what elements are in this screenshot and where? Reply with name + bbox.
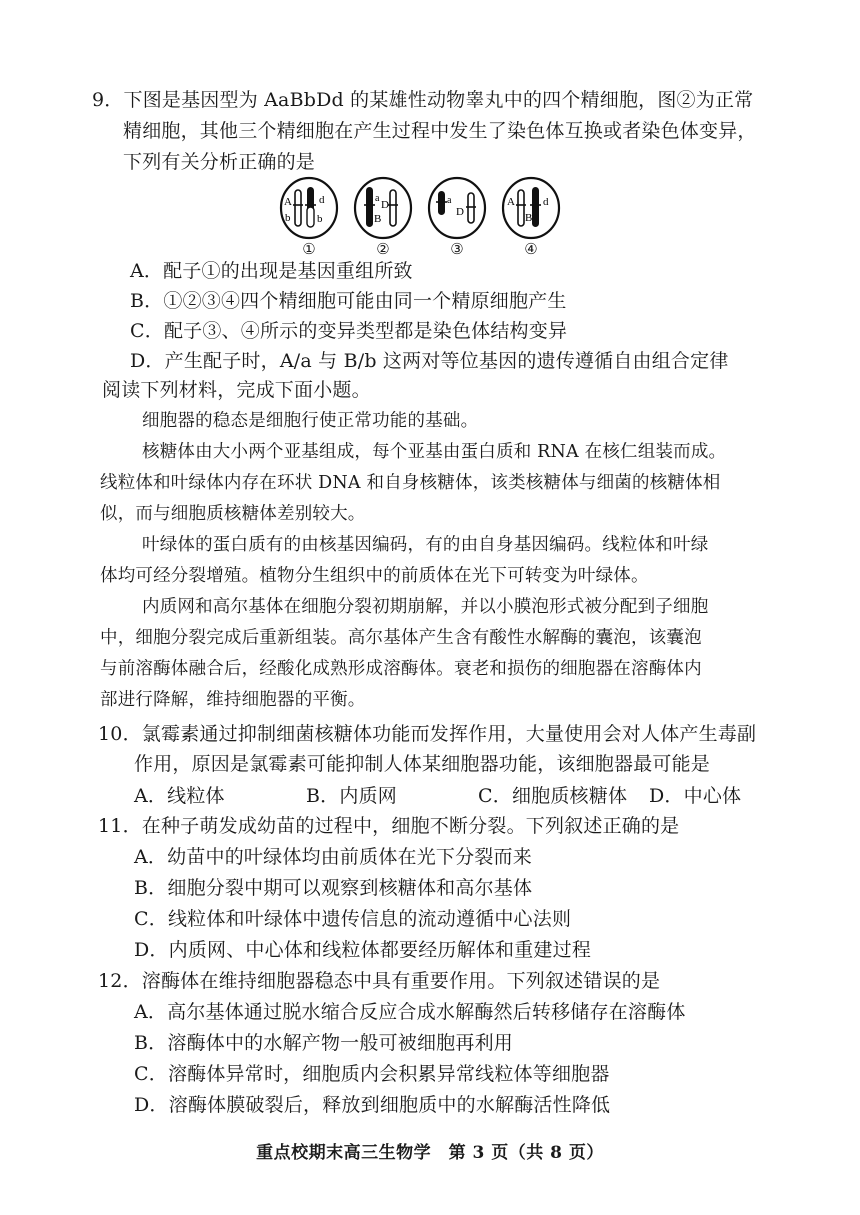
sperm-cell-4: [498, 175, 564, 258]
q10-stem-line1: 10．氯霉素通过抑制细菌核糖体功能而发挥作用，大量使用会对人体产生毒副: [98, 723, 757, 745]
cell4-gene-A: A: [507, 196, 515, 208]
q10-option-b: B．内质网: [306, 785, 397, 807]
material-line-6: 体均可经分裂增殖。植物分生组织中的前质体在光下可转变为叶绿体。: [100, 566, 649, 586]
cell4-gene-d: d: [543, 196, 549, 208]
material-line-4: 似，而与细胞质核糖体差别较大。: [100, 504, 366, 524]
q10-option-c: C．细胞质核糖体: [478, 785, 628, 807]
q9-stem-line2: 精细胞，其他三个精细胞在产生过程中发生了染色体互换或者染色体变异，: [123, 120, 757, 142]
material-line-10: 部进行降解，维持细胞器的平衡。: [100, 690, 366, 710]
sperm-cell-3-diagram: [424, 175, 490, 241]
cell3-gene-D: D: [456, 206, 464, 218]
sperm-cell-3: [424, 175, 490, 258]
q12-option-d: D．溶酶体膜破裂后，释放到细胞质中的水解酶活性降低: [134, 1094, 611, 1116]
cell4-gene-B: B: [525, 212, 533, 224]
q12-option-c: C．溶酶体异常时，细胞质内会积累异常线粒体等细胞器: [134, 1063, 610, 1085]
page-footer: 重点校期末高三生物学 第 3 页（共 8 页）: [256, 1143, 604, 1163]
cell1-gene-A: A: [284, 196, 292, 208]
q11-option-a: A．幼苗中的叶绿体均由前质体在光下分裂而来: [134, 846, 532, 868]
q9-option-a: A．配子①的出现是基因重组所致: [130, 260, 413, 282]
q12-stem: 12．溶酶体在维持细胞器稳态中具有重要作用。下列叙述错误的是: [98, 970, 661, 992]
q12-option-a: A．高尔基体通过脱水缩合反应合成水解酶然后转移储存在溶酶体: [134, 1001, 686, 1023]
cell2-gene-B: B: [374, 213, 382, 225]
cell2-gene-D: D: [381, 199, 389, 211]
q11-option-d: D．内质网、中心体和线粒体都要经历解体和重建过程: [134, 939, 592, 961]
cell-label-4: ④: [524, 240, 538, 258]
cell1-gene-d: d: [319, 194, 325, 206]
material-line-8: 中，细胞分裂完成后重新组装。高尔基体产生含有酸性水解酶的囊泡，该囊泡: [100, 628, 702, 648]
sperm-cells-figure: [276, 175, 566, 261]
q9-option-b: B．①②③④四个精细胞可能由同一个精原细胞产生: [130, 290, 567, 312]
cell1-gene-b-right: b: [317, 213, 323, 225]
q9-option-d: D．产生配子时，A/a 与 B/b 这两对等位基因的遗传遵循自由组合定律: [130, 350, 729, 372]
sperm-cell-2: [350, 175, 416, 258]
material-line-2: 核糖体由大小两个亚基组成，每个亚基由蛋白质和 RNA 在核仁组装而成。: [142, 442, 727, 462]
cell3-gene-a: a: [447, 195, 452, 206]
sperm-cell-1: [276, 175, 342, 258]
q9-stem-line1: 9．下图是基因型为 AaBbDd 的某雄性动物睾丸中的四个精细胞，图②为正常: [92, 89, 754, 111]
sperm-cell-4-diagram: [498, 175, 564, 241]
q10-stem-line2: 作用，原因是氯霉素可能抑制人体某细胞器功能，该细胞器最可能是: [134, 753, 711, 775]
cell2-gene-a: a: [375, 193, 380, 204]
q11-stem: 11．在种子萌发成幼苗的过程中，细胞不断分裂。下列叙述正确的是: [98, 815, 680, 837]
material-line-9: 与前溶酶体融合后，经酸化成熟形成溶酶体。衰老和损伤的细胞器在溶酶体内: [100, 659, 702, 679]
q10-option-d: D．中心体: [649, 785, 742, 807]
q10-option-a: A．线粒体: [134, 785, 225, 807]
q9-option-c: C．配子③、④所示的变异类型都是染色体结构变异: [130, 320, 568, 342]
cell-label-3: ③: [450, 240, 464, 258]
material-line-1: 细胞器的稳态是细胞行使正常功能的基础。: [142, 411, 479, 431]
material-line-3: 线粒体和叶绿体内存在环状 DNA 和自身核糖体，该类核糖体与细菌的核糖体相: [100, 473, 721, 493]
sperm-cell-1-diagram: [276, 175, 342, 241]
material-line-7: 内质网和高尔基体在细胞分裂初期崩解，并以小膜泡形式被分配到子细胞: [142, 597, 709, 617]
q11-option-b: B．细胞分裂中期可以观察到核糖体和高尔基体: [134, 877, 533, 899]
material-line-5: 叶绿体的蛋白质有的由核基因编码，有的由自身基因编码。线粒体和叶绿: [142, 535, 709, 555]
cell-label-2: ②: [376, 240, 390, 258]
cell1-gene-b-left: b: [285, 212, 291, 224]
q9-stem-line3: 下列有关分析正确的是: [123, 151, 316, 173]
cell-label-1: ①: [302, 240, 316, 258]
material-intro: 阅读下列材料，完成下面小题。: [102, 379, 371, 401]
q12-option-b: B．溶酶体中的水解产物一般可被细胞再利用: [134, 1032, 513, 1054]
sperm-cell-2-diagram: [350, 175, 416, 241]
q11-option-c: C．线粒体和叶绿体中遗传信息的流动遵循中心法则: [134, 908, 572, 930]
